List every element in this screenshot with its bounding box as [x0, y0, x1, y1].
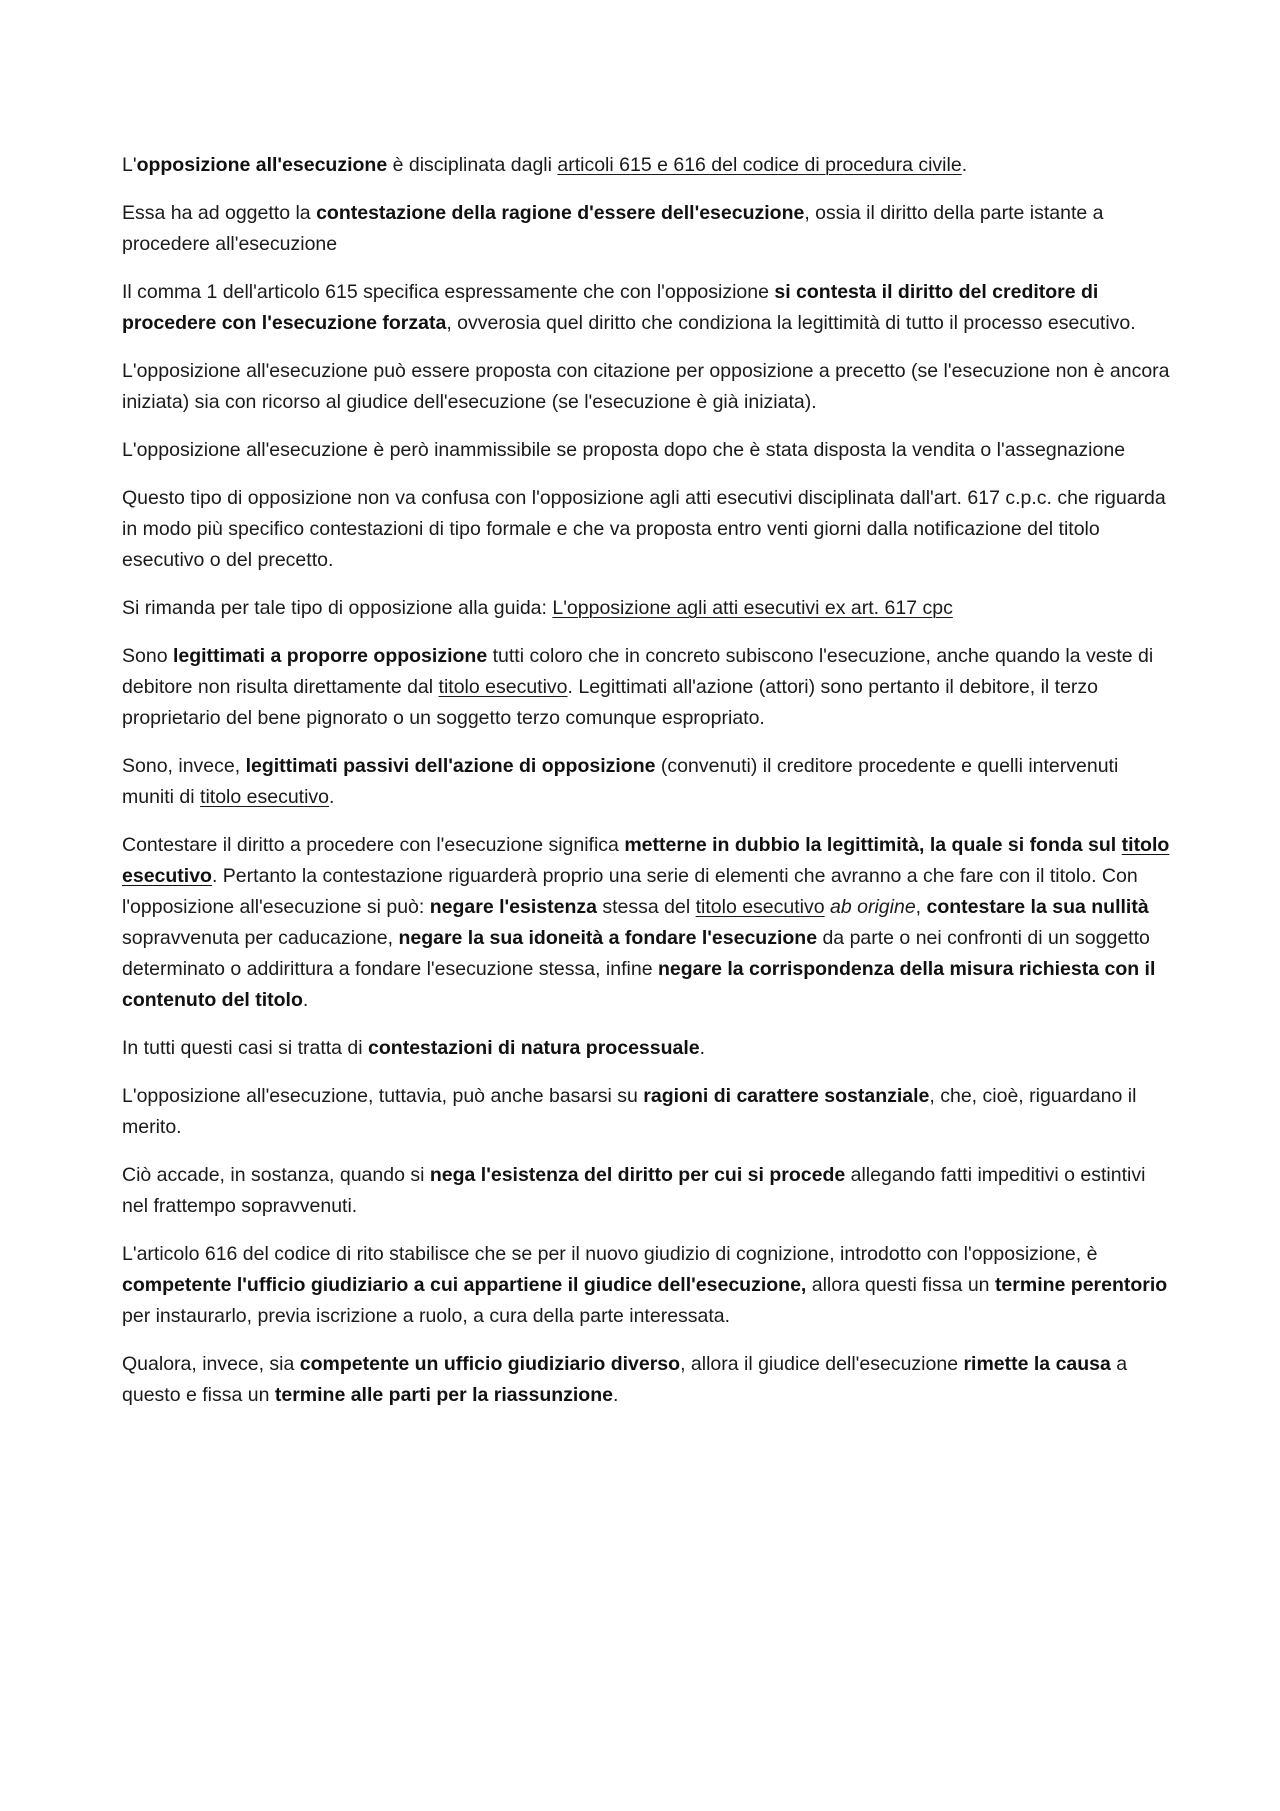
bold-text: metterne in dubbio la legittimità, la quale si fonda sul [624, 834, 1122, 856]
bold-text: ragioni di carattere sostanziale [643, 1085, 930, 1107]
paragraph [122, 641, 1172, 734]
bold-text: opposizione all'esecuzione [136, 154, 388, 176]
paragraph [122, 1081, 1172, 1143]
inline-link[interactable]: titolo esecutivo [438, 676, 568, 698]
paragraph [122, 1160, 1172, 1222]
text-run: , ossia il diritto della parte istante a procedere all'esecuzione [122, 202, 1104, 255]
text-run: (convenuti) il creditore procedente e quelli intervenuti muniti di [122, 755, 1119, 808]
text-run: Ciò accade, in sostanza, quando si [122, 1164, 430, 1186]
paragraph [122, 435, 1172, 466]
text-run: , [915, 896, 927, 918]
bold-text: termine alle parti per la riassunzione [274, 1384, 613, 1406]
bold-text: contestazioni di natura processuale [368, 1037, 700, 1059]
paragraph [122, 1349, 1172, 1411]
inline-link[interactable]: titolo esecutivo [695, 896, 825, 918]
bold-text: termine perentorio [994, 1274, 1168, 1296]
bold-text: nega l'esistenza del diritto per cui si procede [429, 1164, 846, 1186]
bold-text: legittimati a proporre opposizione [172, 645, 488, 667]
bold-text: si contesta il diritto del creditore di procedere con l'esecuzione forzata [122, 281, 1099, 334]
bold-text: negare la sua idoneità a fondare l'esecuzione [398, 927, 818, 949]
text-run: L'articolo 616 del codice di rito stabilisce che se per il nuovo giudizio di cognizione, introdotto con l'opposizione, è [122, 1243, 1098, 1265]
text-run: , allora il giudice dell'esecuzione [680, 1353, 964, 1375]
text-run: , ovverosia quel diritto che condiziona la legittimità di tutto il processo esecutivo. [446, 312, 1136, 334]
text-run: a questo e fissa un [122, 1353, 1128, 1406]
text-run: , che, cioè, riguardano il merito. [122, 1085, 1137, 1138]
text-run: Questo tipo di opposizione non va confusa con l'opposizione agli atti esecutivi disciplinata dall'art. 617 c.p.c. che riguarda in modo più specifico contestazioni di tipo formale e che va proposta entro venti giorni dalla notificazione del titolo esecutivo o del precetto. [122, 487, 1166, 571]
text-run: allegando fatti impeditivi o estintivi nel frattempo sopravvenuti. [122, 1164, 1146, 1217]
text-run: è disciplinata dagli [387, 154, 558, 176]
paragraph [122, 593, 1172, 624]
text-run: . [302, 989, 309, 1011]
inline-link[interactable]: L'opposizione agli atti esecutivi ex art. 617 cpc [552, 597, 953, 619]
text-run: Il comma 1 dell'articolo 615 specifica espressamente che con l'opposizione [122, 281, 775, 303]
text-run: Sono, invece, [122, 755, 246, 777]
text-run: Qualora, invece, sia [122, 1353, 300, 1375]
paragraph [122, 277, 1172, 339]
paragraph [122, 751, 1172, 813]
bold-text: contestazione della ragione d'essere dell'esecuzione [316, 202, 805, 224]
paragraph [122, 356, 1172, 418]
text-run: In tutti questi casi si tratta di [122, 1037, 369, 1059]
bold-text: negare la corrispondenza della misura richiesta con il contenuto del titolo [122, 958, 1156, 1011]
document-body [122, 150, 1172, 1428]
italic-text: ab origine [830, 896, 916, 918]
text-run: Si rimanda per tale tipo di opposizione alla guida: [122, 597, 553, 619]
text-run: Sono [122, 645, 173, 667]
paragraph [122, 198, 1172, 260]
text-run: sopravvenuta per caducazione, [122, 927, 399, 949]
paragraph [122, 150, 1172, 181]
bold-text: rimette la causa [963, 1353, 1111, 1375]
text-run: stessa del [596, 896, 696, 918]
bold-text: legittimati passivi dell'azione di opposizione [245, 755, 656, 777]
text-run: L'opposizione all'esecuzione è però inammissibile se proposta dopo che è stata disposta la vendita o l'assegnazione [122, 439, 1126, 461]
bold-text: contestare la sua nullità [926, 896, 1149, 918]
bold-text: competente l'ufficio giudiziario a cui appartiene il giudice dell'esecuzione, [122, 1274, 807, 1296]
text-run: Essa ha ad oggetto la [122, 202, 317, 224]
text-run: . [961, 154, 968, 176]
text-run: da parte o nei confronti di un soggetto determinato o addirittura a fondare l'esecuzione stessa, infine [122, 927, 1150, 980]
inline-link[interactable]: titolo esecutivo [200, 786, 330, 808]
bold-text: competente un ufficio giudiziario diverso [299, 1353, 681, 1375]
text-run: . Pertanto la contestazione riguarderà proprio una serie di elementi che avranno a che fare con il titolo. Con l'opposizione all'esecuzione si può: [122, 865, 1138, 918]
paragraph [122, 830, 1172, 1016]
text-run: . [329, 786, 335, 808]
text-run: L' [122, 154, 137, 176]
text-run: . [612, 1384, 619, 1406]
text-run: tutti coloro che in concreto subiscono l'esecuzione, anche quando la veste di debitore non risulta direttamente dal [122, 645, 1154, 698]
text-run: L'opposizione all'esecuzione può essere proposta con citazione per opposizione a precetto (se l'esecuzione non è ancora iniziata) sia con ricorso al giudice dell'esecuzione (se l'esecuzione è già iniziata). [122, 360, 1170, 413]
paragraph [122, 483, 1172, 576]
text-run: L'opposizione all'esecuzione, tuttavia, può anche basarsi su [122, 1085, 644, 1107]
paragraph [122, 1239, 1172, 1332]
text-run: Contestare il diritto a procedere con l'esecuzione significa [122, 834, 625, 856]
inline-link[interactable]: titolo esecutivo [122, 834, 1170, 887]
text-run: . Legittimati all'azione (attori) sono pertanto il debitore, il terzo proprietario del bene pignorato o un soggetto terzo comunque espropriato. [122, 676, 1099, 729]
text-run: allora questi fissa un [806, 1274, 995, 1296]
paragraph [122, 1033, 1172, 1064]
bold-text: negare l'esistenza [429, 896, 597, 918]
text-run: per instaurarlo, previa iscrizione a ruolo, a cura della parte interessata. [122, 1305, 731, 1327]
text-run: . [699, 1037, 706, 1059]
inline-link[interactable]: articoli 615 e 616 del codice di procedura civile [557, 154, 962, 176]
